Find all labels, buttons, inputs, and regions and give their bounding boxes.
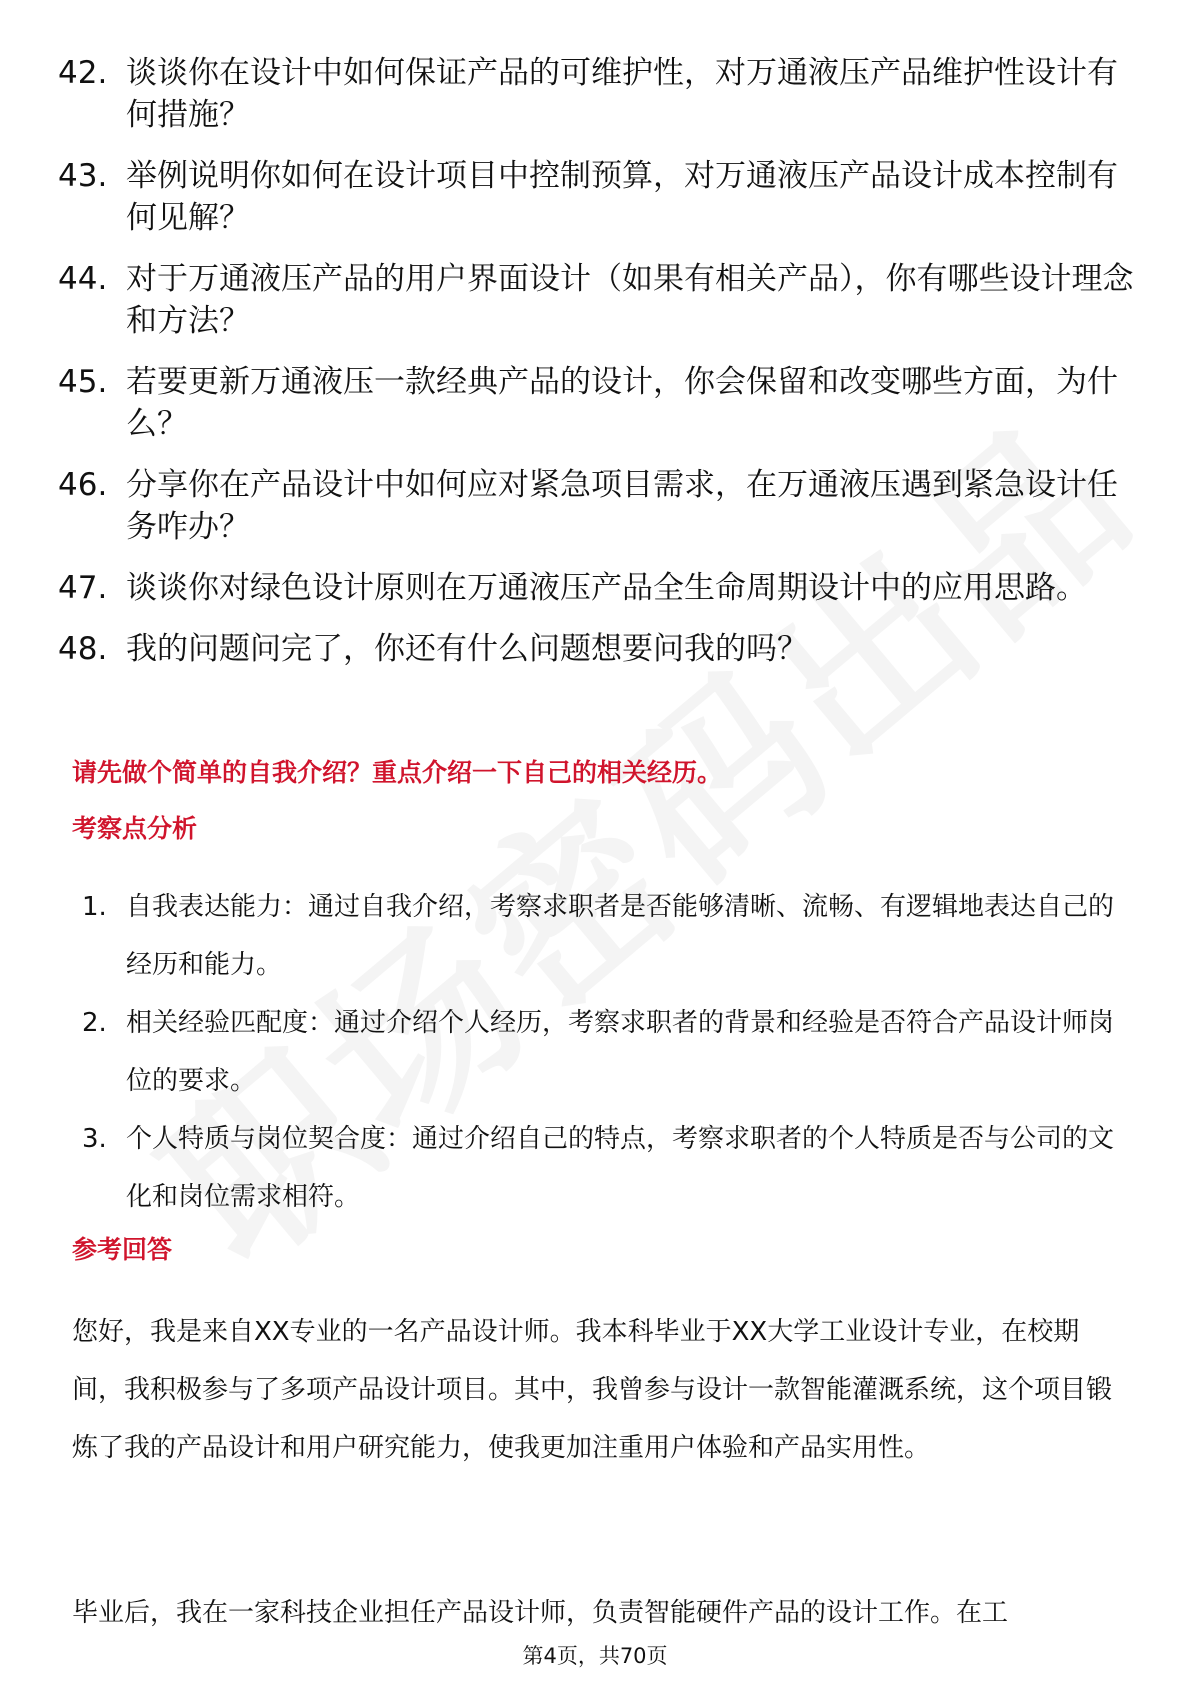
question-text: 我的问题问完了，你还有什么问题想要问我的吗？ (126, 631, 808, 667)
analysis-item (82, 1110, 1122, 1226)
analysis-number: 2. (82, 1008, 107, 1038)
question-text: 举例说明你如何在设计项目中控制预算，对万通液压产品设计成本控制有何见解？ (126, 158, 1118, 236)
intro-question-heading: 请先做个简单的自我介绍？重点介绍一下自己的相关经历。 (72, 758, 723, 787)
analysis-heading: 考察点分析 (72, 814, 198, 843)
question-number: 43. (58, 158, 108, 194)
question-number: 46. (58, 467, 108, 503)
answer-heading: 参考回答 (72, 1235, 173, 1264)
analysis-number: 1. (82, 892, 107, 922)
question-item-45 (58, 361, 1138, 445)
question-item-42 (58, 52, 1138, 136)
analysis-text: 相关经验匹配度：通过介绍个人经历，考察求职者的背景和经验是否符合产品设计师岗位的要求。 (126, 1008, 1115, 1096)
question-text: 对于万通液压产品的用户界面设计（如果有相关产品），你有哪些设计理念和方法？ (126, 261, 1134, 339)
question-number: 42. (58, 55, 108, 91)
question-item-48 (58, 628, 1138, 670)
page-footer: 第4页，共70页 (522, 1644, 668, 1668)
question-item-46 (58, 464, 1138, 548)
question-number: 48. (58, 631, 108, 667)
question-text: 谈谈你对绿色设计原则在万通液压产品全生命周期设计中的应用思路。 (126, 570, 1087, 606)
question-item-44 (58, 258, 1138, 342)
question-number: 47. (58, 570, 108, 606)
analysis-item (82, 994, 1122, 1110)
question-number: 44. (58, 261, 108, 297)
question-text: 若要更新万通液压一款经典产品的设计，你会保留和改变哪些方面，为什么？ (126, 364, 1118, 442)
answer-paragraph: 毕业后，我在一家科技企业担任产品设计师，负责智能硬件产品的设计工作。在工 (72, 1598, 1009, 1628)
question-item-47 (58, 567, 1138, 609)
question-list (58, 52, 1138, 689)
answer-paragraph: 您好，我是来自XX专业的一名产品设计师。我本科毕业于XX大学工业设计专业，在校期间，我积极参与了多项产品设计项目。其中，我曾参与设计一款智能灌溉系统，这个项目锻炼了我的产品设计和用户研究能力，使我更加注重用户体验和产品实用性。 (72, 1317, 1113, 1463)
analysis-list (82, 878, 1122, 1226)
analysis-item (82, 878, 1122, 994)
question-number: 45. (58, 364, 108, 400)
analysis-number: 3. (82, 1124, 107, 1154)
question-text: 分享你在产品设计中如何应对紧急项目需求，在万通液压遇到紧急设计任务咋办？ (126, 467, 1118, 545)
analysis-text: 自我表达能力：通过自我介绍，考察求职者是否能够清晰、流畅、有逻辑地表达自己的经历和能力。 (126, 892, 1115, 980)
question-item-43 (58, 155, 1138, 239)
question-text: 谈谈你在设计中如何保证产品的可维护性，对万通液压产品维护性设计有何措施？ (126, 55, 1118, 133)
analysis-text: 个人特质与岗位契合度：通过介绍自己的特点，考察求职者的个人特质是否与公司的文化和岗位需求相符。 (126, 1124, 1115, 1212)
